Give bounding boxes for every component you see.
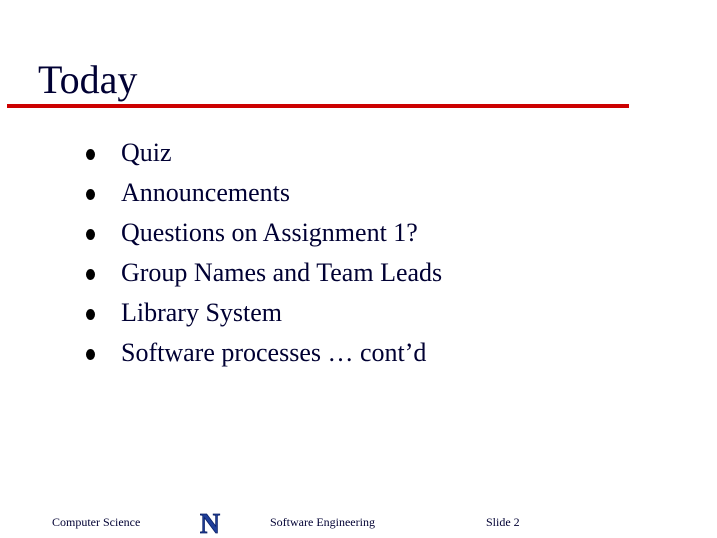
logo-letter: N <box>199 510 221 536</box>
slide-title: Today <box>38 57 138 102</box>
bullet-dot-icon <box>86 309 95 320</box>
title-underline <box>7 104 629 108</box>
bullet-item <box>0 214 600 254</box>
bullet-text: Quiz <box>121 138 172 167</box>
bullet-item <box>0 134 600 174</box>
bullet-item <box>0 254 600 294</box>
bullet-dot-icon <box>86 229 95 240</box>
bullet-dot-icon <box>86 149 95 160</box>
bullet-dot-icon <box>86 189 95 200</box>
university-n-logo-icon <box>192 510 228 536</box>
bullet-dot-icon <box>86 349 95 360</box>
bullet-text: Library System <box>121 298 283 327</box>
footer-course: Software Engineering <box>270 515 375 529</box>
bullet-text: Software processes … cont’d <box>121 338 427 367</box>
bullet-item <box>0 334 600 374</box>
bullet-list <box>0 134 600 374</box>
footer-slide-number: Slide 2 <box>486 515 520 529</box>
bullet-text: Announcements <box>121 178 290 207</box>
bullet-text: Questions on Assignment 1? <box>121 218 418 247</box>
footer-department: Computer Science <box>52 515 141 529</box>
bullet-text: Group Names and Team Leads <box>121 258 443 287</box>
bullet-item <box>0 294 600 334</box>
bullet-dot-icon <box>86 269 95 280</box>
bullet-item <box>0 174 600 214</box>
